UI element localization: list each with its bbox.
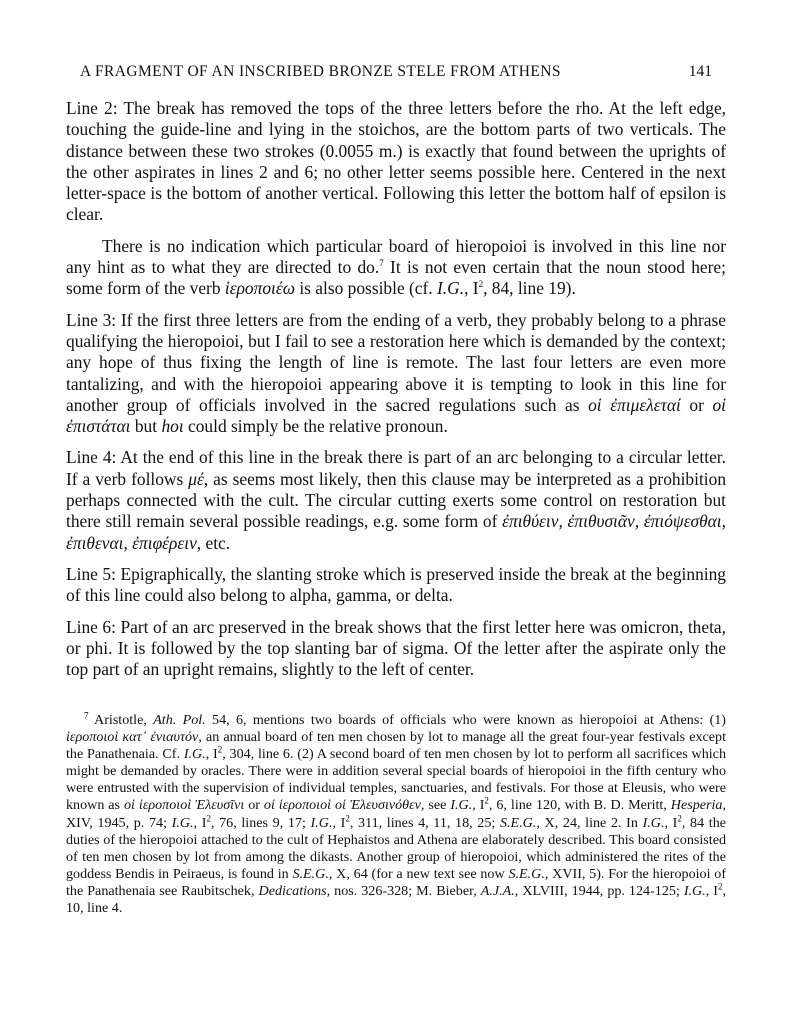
greek-term: hoι	[161, 416, 184, 437]
line-label: Line 4	[66, 447, 112, 468]
greek-term: οἱ ἱεροποιοὶ Ἐλευσῖνι	[124, 797, 245, 814]
footnote-7	[66, 712, 726, 917]
line-label: Line 2	[66, 98, 113, 118]
greek-term: ἱεροποιέω	[224, 278, 295, 299]
line-label: Line 6	[66, 616, 112, 637]
greek-term: ἐπιθύειν, ἐπιθυσιᾶν, ἐπιόψεσθαι, ἐπιθεναι, ἐπιφέρειν	[66, 511, 726, 553]
greek-term: ἱεροποιοὶ κατ᾽ ἐνιαυτόν	[66, 729, 199, 746]
footnote-ref: 7	[379, 258, 384, 269]
footnote-text: $^7$ Aristotle, Ath. Pol. 54, 6, mentions two boards of officials who were known as hieropoioi at Athens: (1) ἱεροποιοὶ κατ᾽ ἐνιαυτόν, an annual board of ten men chosen by lot to manage all the great four-year festivals except the Panathenaia. Cf. I.G., $I^2$, 304, line 6. (2) A second board of ten men chosen by lot to perform all sacrifices which might be demanded by oracles. There were in addition several special boards of hieropoioi in the fifth century who were entrusted with the supervision of individual temples, sanctuaries, and festivals. For those at Eleusis, who were known as οἱ ἱεροποιοὶ Ἐλευσῖνι or οἱ ἱεροποιοὶ οἱ Ἐλευσινόθεν, see I.G., $I^2$, 6, line 120, with B. D. Meritt, Hesperia, XIV, 1945, p. 74; I.G., $I^2$, 76, lines 9, 17; I.G., $I^2$, 311, lines 4, 11, 18, 25; S.E.G., X, 24, line 2. In I.G., $I^2$, 84 the duties of the hieropoioi attached to the cult of Hephaistos and Athena are elaborately described. This board consisted of ten men chosen by lot from among the dikasts. Another group of hieropoioi, which administered the rites of the goddess Bendis in Peiraeus, is found in S.E.G., X, 64 (for a new text see now S.E.G., XVII, 5). For the hieropoioi of the Panathenaia see Raubitschek, Dedications, nos. 326-328; M. Bieber, A.J.A., XLVIII, 1944, pp. 124-125; I.G., $I^2$, 10, line 4.	[66, 710, 727, 917]
running-header	[80, 63, 712, 85]
line-label: Line 5	[66, 563, 112, 584]
footnote-number: 7	[84, 710, 89, 721]
greek-term: οἱ ἱεροποιοὶ οἱ Ἐλευσινόθεν	[263, 797, 421, 814]
paragraph-line-2: Line 2: The break has removed the tops of the three letters before the rho. At the left edge, touching the guide-line and lying in the stoichos, are the bottom parts of two verticals. The distance between these two strokes (0.0055 m.) is exactly that found between the uprights of the other aspirates in lines 2 and 6; no other letter seems possible here. Centered in the next letter-space is the bottom of another vertical. Following this letter the bottom half of epsilon is clear.	[66, 98, 727, 225]
body-text	[66, 98, 726, 690]
greek-term: οἱ ἐπιμελεταί	[588, 394, 681, 415]
paragraph-line-5: Line 5: Epigraphically, the slanting stroke which is preserved inside the break at the beginning of this line could also belong to alpha, gamma, or delta.	[66, 563, 726, 606]
page-number: 141	[688, 63, 712, 80]
line-label: Line 3	[66, 309, 112, 330]
paragraph-board-discussion: There is no indication which particular board of hieropoioi is involved in this line nor any hint as to what they are directed to do.$^7$ It is not even certain that the noun stood here; some form of the verb ἱεροποιέω is also possible (cf. I.G., $I^2$, 84, line 19).	[66, 235, 726, 299]
greek-term: μέ	[188, 468, 204, 489]
paragraph-line-3: Line 3: If the first three letters are from the ending of a verb, they probably belong to a phrase qualifying the hieropoioi, but I fail to see a restoration here which is demanded by the context; any hope of thus fixing the length of line is remote. The last four letters are even more tantalizing, and with the hieropoioi appearing above it is tempting to look in this line for another group of officials involved in the sacred regulations such as οἱ ἐπιμελεταί or οἱ ἐπιστάται but hoι could simply be the relative pronoun.	[66, 309, 726, 437]
paragraph-line-4: Line 4: At the end of this line in the break there is part of an arc belonging to a circular letter. If a verb follows μέ, as seems most likely, then this clause may be interpreted as a prohibition perhaps connected with the cult. The circular cutting exerts some control on restoration but there still remain several possible readings, e.g. some form of ἐπιθύειν, ἐπιθυσιᾶν, ἐπιόψεσθαι, ἐπιθεναι, ἐπιφέρειν, etc.	[66, 447, 727, 553]
greek-term: οἱ ἐπιστάται	[66, 394, 726, 437]
paragraph-line-6: Line 6: Part of an arc preserved in the break shows that the first letter here was omicron, theta, or phi. It is followed by the top slanting bar of sigma. Of the letter after the aspirate only the top part of an upright remains, slightly to the left of center.	[66, 616, 726, 680]
running-title: A FRAGMENT OF AN INSCRIBED BRONZE STELE FROM ATHENS	[80, 63, 561, 80]
